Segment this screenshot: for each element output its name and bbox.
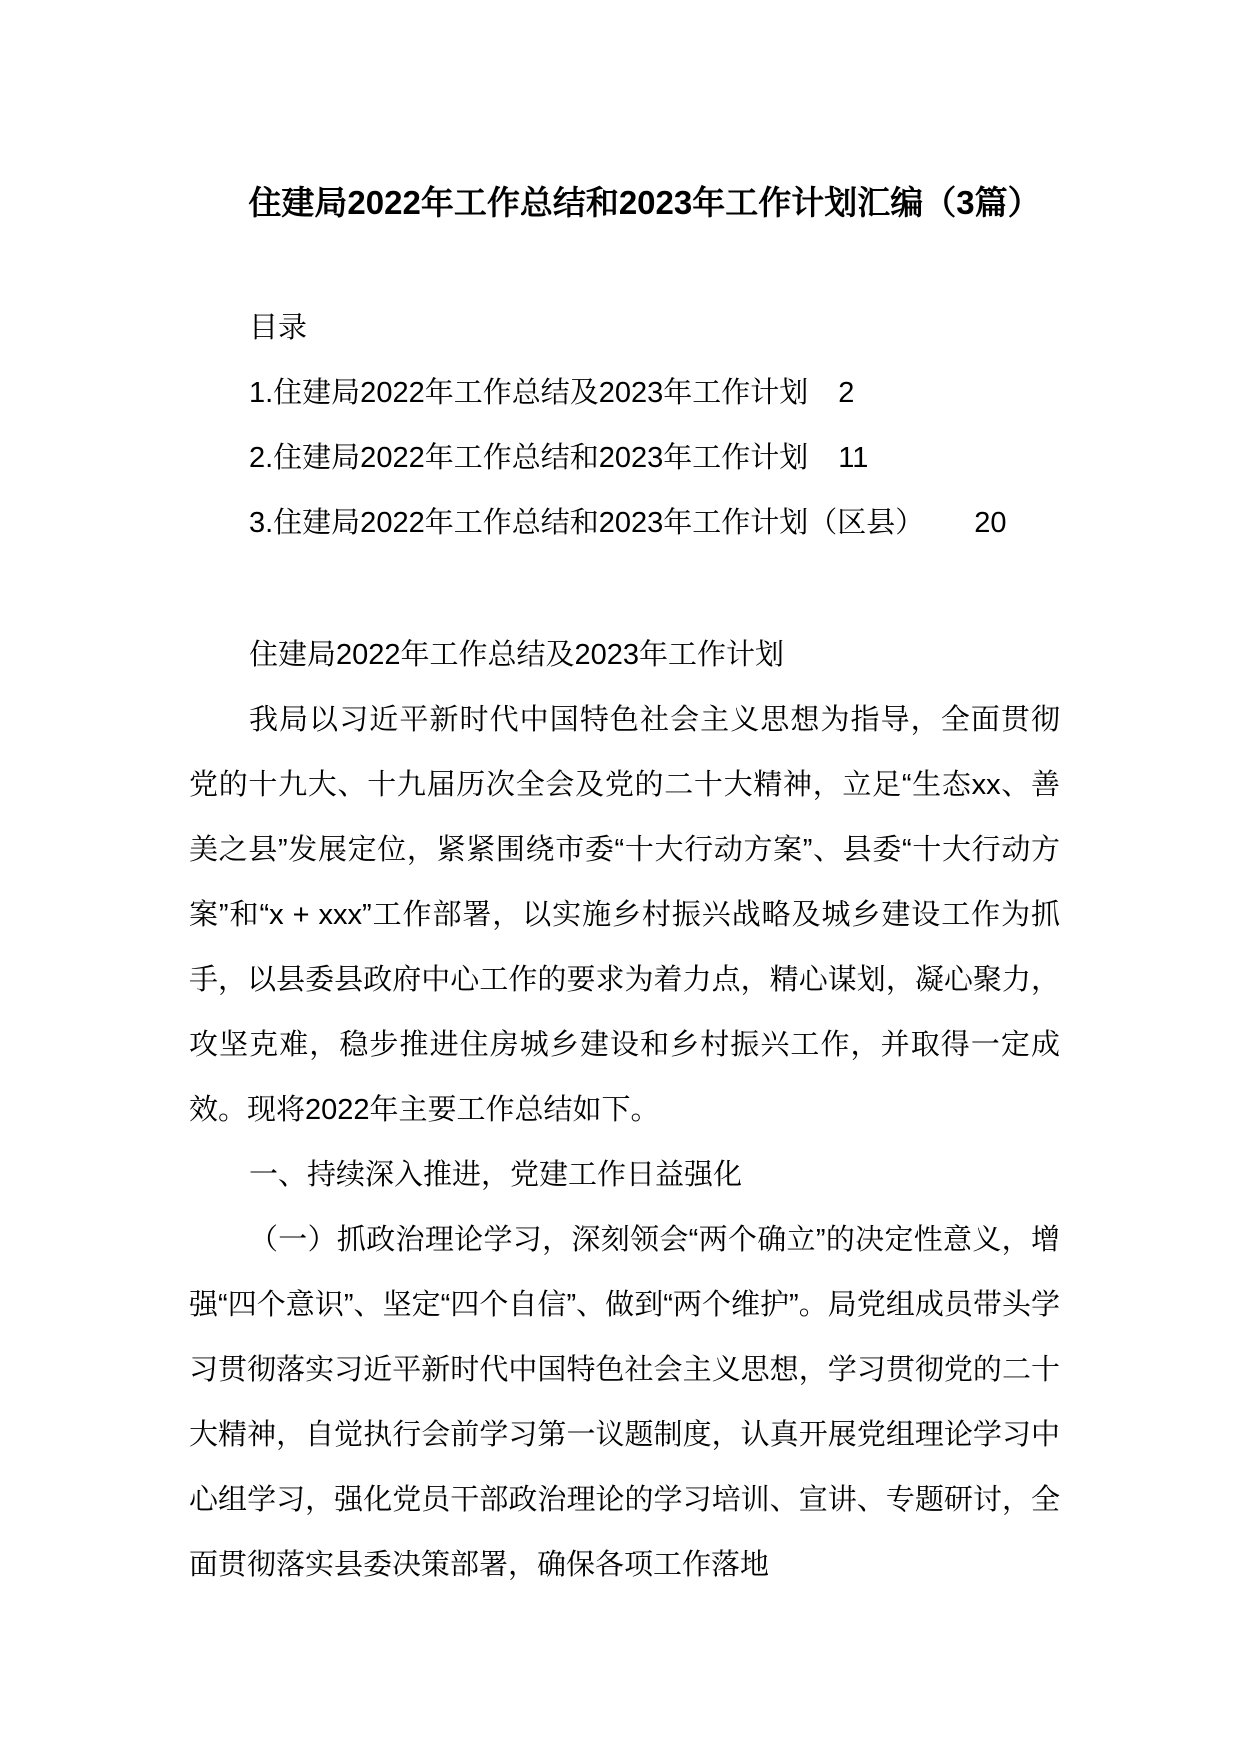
section-title: 住建局2022年工作总结及2023年工作计划 <box>249 639 785 671</box>
section-heading: 一、持续深入推进，党建工作日益强化 <box>249 1159 743 1191</box>
toc-item[interactable] <box>189 361 1060 426</box>
toc-item[interactable] <box>189 491 1060 556</box>
body-paragraph: 我局以习近平新时代中国特色社会主义思想为指导，全面贯彻党的十九大、十九届历次全会及党的二十大精神，立足“生态xx、善美之县”发展定位，紧紧围绕市委“十大行动方案”、县委“十大行动方案”和“x + xxx”工作部署，以实施乡村振兴战略及城乡建设工作为抓手，以县委县政府中心工作的要求为着力点，精心谋划，凝心聚力，攻坚克难，稳步推进住房城乡建设和乡村振兴工作，并取得一定成效。现将2022年主要工作总结如下。 <box>189 704 1060 1126</box>
toc-item-label: 2.住建局2022年工作总结和2023年工作计划 <box>249 442 809 474</box>
document-body <box>189 623 1060 1598</box>
toc-item-label: 3.住建局2022年工作总结和2023年工作计划（区县） <box>249 507 925 539</box>
toc-item-page: 2 <box>838 377 855 409</box>
toc-item-page: 20 <box>974 507 1007 539</box>
toc-item-label: 1.住建局2022年工作总结及2023年工作计划 <box>249 377 809 409</box>
body-paragraph: （一）抓政治理论学习，深刻领会“两个确立”的决定性意义，增强“四个意识”、坚定“四个自信”、做到“两个维护”。局党组成员带头学习贯彻落实习近平新时代中国特色社会主义思想，学习贯彻党的二十大精神，自觉执行会前学习第一议题制度，认真开展党组理论学习中心组学习，强化党员干部政治理论的学习培训、宣讲、专题研讨，全面贯彻落实县委决策部署，确保各项工作落地 <box>189 1224 1060 1581</box>
document-title: 住建局2022年工作总结和2023年工作计划汇编（3篇） <box>248 184 1041 221</box>
table-of-contents <box>189 296 1060 556</box>
toc-heading-text: 目录 <box>249 312 308 344</box>
toc-heading <box>189 296 1060 361</box>
toc-item[interactable] <box>189 426 1060 491</box>
toc-item-page: 11 <box>838 442 869 474</box>
